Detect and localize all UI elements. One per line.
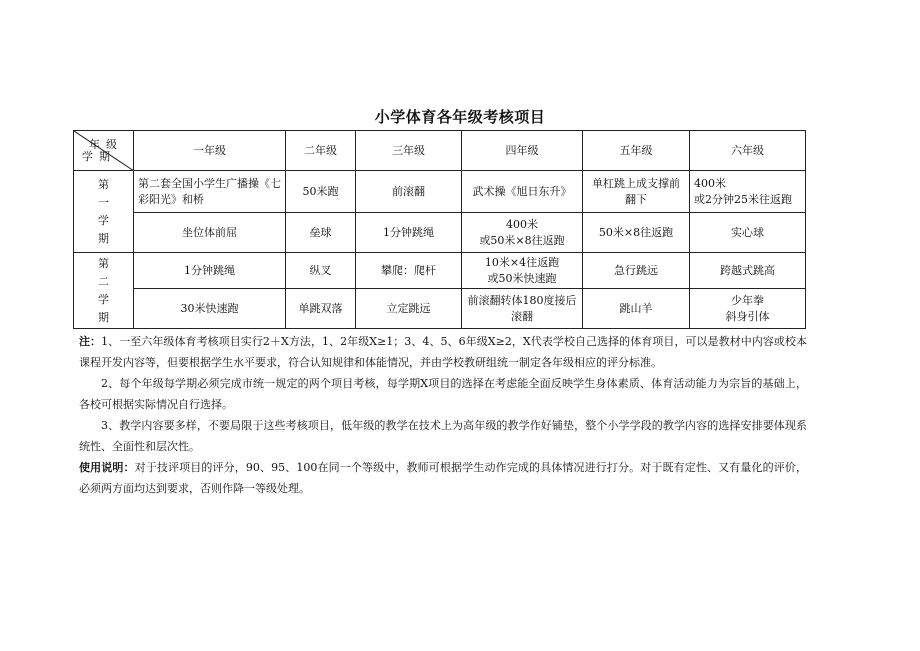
item-cell: 跳山羊	[583, 289, 690, 329]
item-cell: 少年拳 斜身引体	[690, 289, 806, 329]
item-cell: 前滚翻转体180度接后滚翻	[462, 289, 583, 329]
item-cell: 坐位体前屈	[134, 213, 286, 253]
term-label-cell	[74, 253, 134, 329]
item-cell: 单杠跳上成支撑前翻下	[583, 171, 690, 213]
item-cell: 武术操《旭日东升》	[462, 171, 583, 213]
item-cell: 1分钟跳绳	[134, 253, 286, 289]
item-cell: 1分钟跳绳	[356, 213, 462, 253]
term-label-cell	[74, 171, 134, 253]
assessment-table	[73, 130, 806, 329]
item-cell: 50米×8往返跑	[583, 213, 690, 253]
note-2: 2、每个年级每学期必须完成市统一规定的两个项目考核，每学期X项目的选择在考虑能全面反映学生身体素质、体育活动能力为宗旨的基础上，各校可根据实际情况自行选择。	[79, 377, 807, 411]
note-1-text: 1、一至六年级体育考核项目实行2＋X方法，1、2年级X≥1；3、4、5、6年级X≥2，X代表学校自己选择的体育项目，可以是教材中内容或校本课程开发内容等，但要根据学生水平要求，符合认知规律和体能情况，并由学校教研组统一制定各年级相应的评分标准。	[79, 335, 807, 369]
table-row	[74, 213, 806, 253]
note-1	[79, 331, 807, 373]
item-cell: 立定跳远	[356, 289, 462, 329]
page-title: 小学体育各年级考核项目	[374, 108, 546, 126]
item-cell: 第二套全国小学生广播操《七彩阳光》和桥	[134, 171, 286, 213]
note-label: 注：	[79, 335, 102, 348]
corner-grade-label: 年级	[89, 138, 123, 151]
table-row	[74, 289, 806, 329]
grade-header: 一年级	[134, 131, 286, 171]
note-3: 3、教学内容要多样，不要局限于这些考核项目，低年级的教学在技术上为高年级的教学作好铺垫，整个小学学段的教学内容的选择安排要体现系统性、全面性和层次性。	[79, 419, 807, 453]
term-label: 第二学期	[98, 256, 109, 324]
usage-text: 对于技评项目的评分，90、95、100在同一个等级中，教师可根据学生动作完成的具体情况进行打分。对于既有定性、又有量化的评价，必须两方面均达到要求，否则作降一等级处理。	[79, 461, 807, 495]
usage-label: 使用说明：	[79, 461, 135, 474]
item-cell: 400米 或2分钟25米往返跑	[690, 171, 806, 213]
item-cell: 400米 或50米×8往返跑	[462, 213, 583, 253]
term-label: 第一学期	[98, 177, 109, 245]
grade-header: 三年级	[356, 131, 462, 171]
notes-section	[79, 331, 807, 499]
corner-cell	[74, 131, 134, 171]
grade-header-row	[74, 131, 806, 171]
grade-header: 二年级	[286, 131, 356, 171]
item-cell: 跨越式跳高	[690, 253, 806, 289]
corner-term-label: 学期	[82, 150, 116, 163]
item-cell: 垒球	[286, 213, 356, 253]
table-row	[74, 171, 806, 213]
item-cell: 50米跑	[286, 171, 356, 213]
item-cell: 急行跳远	[583, 253, 690, 289]
table-row	[74, 253, 806, 289]
item-cell: 单跳双落	[286, 289, 356, 329]
item-cell: 纵叉	[286, 253, 356, 289]
item-cell: 实心球	[690, 213, 806, 253]
grade-header: 五年级	[583, 131, 690, 171]
usage-note	[79, 457, 807, 499]
grade-header: 四年级	[462, 131, 583, 171]
grade-header: 六年级	[690, 131, 806, 171]
item-cell: 攀爬：爬杆	[356, 253, 462, 289]
item-cell: 前滚翻	[356, 171, 462, 213]
item-cell: 30米快速跑	[134, 289, 286, 329]
item-cell: 10米×4往返跑 或50米快速跑	[462, 253, 583, 289]
